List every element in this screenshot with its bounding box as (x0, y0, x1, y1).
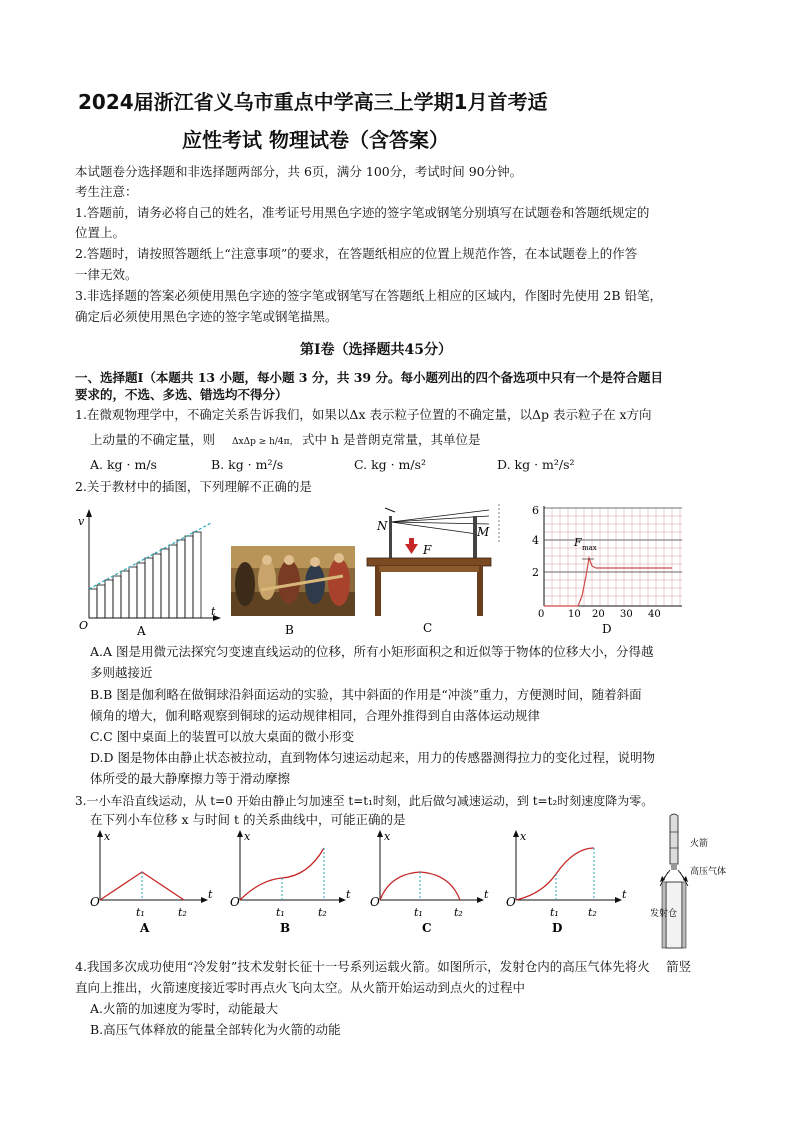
notice-2-cont: 一律无效。 (75, 267, 138, 282)
question-2-stem: 2.关于教材中的插图，下列理解不正确的是 (75, 479, 312, 494)
question-1-stem: 1.在微观物理学中，不确定关系告诉我们，如果以Δx 表示粒子位置的不确定量，以Δp 表示粒子在 x方向 (75, 407, 652, 422)
graph-b-t-axis: t (346, 888, 351, 901)
q2-option-a-cont: 多则越接近 (90, 665, 153, 680)
graph-b-t2: t₂ (318, 906, 327, 919)
graph-a-t-axis: t (208, 888, 213, 901)
graph-a-t2: t₂ (178, 906, 187, 919)
graph-d-t2: t₂ (588, 906, 597, 919)
y-tick-4: 4 (532, 534, 539, 547)
q2-option-b-cont: 倾角的增大，伽利略观察到铜球的运动规律相同，合理外推得到自由落体运动规律 (90, 708, 541, 723)
x-tick-30: 30 (620, 609, 633, 620)
launch-silo-label: 发射仓 (650, 909, 678, 919)
q2-option-c: C.C 图中桌面上的装置可以放大桌面的微小形变 (90, 729, 355, 744)
rocket-label: 火箭 (690, 839, 709, 849)
graph-a (90, 830, 213, 935)
page-title-line-2: 应性考试 物理试卷（含答案） (182, 128, 449, 152)
uncertainty-formula: ΔxΔp ≥ h/4π， (232, 437, 299, 447)
q1-option-b: B. kg · m²/s (211, 457, 284, 472)
x-tick-40: 40 (648, 609, 661, 620)
x-tick-0: 0 (538, 609, 545, 620)
notice-1-cont: 位置上。 (75, 225, 126, 240)
intro-line: 本试题卷分选择题和非选择题两部分，共 6页，满分 100分，考试时间 90分钟。 (75, 164, 523, 179)
page-title-line-1: 2024届浙江省义乌市重点中学高三上学期1月首考适 (78, 90, 548, 114)
x-tick-20: 20 (592, 609, 605, 620)
graph-b-x-axis: x (244, 830, 251, 843)
figure-a-label: A (137, 624, 146, 638)
part-one-heading: 第Ⅰ卷（选择题共45分） (300, 342, 453, 358)
figure-a-vt-graph (75, 505, 225, 640)
graph-d-origin: O (506, 895, 516, 909)
notice-3: 3.非选择题的答案必须使用黑色字迹的签字笔或钢笔写在答题纸上相应的区域内，作图时先使用 2B 铅笔， (75, 288, 663, 303)
question-1-stem-tail: 式中 h 是普朗克常量，其单位是 (302, 432, 481, 447)
graph-c-t-axis: t (484, 888, 489, 901)
y-tick-6: 6 (532, 504, 539, 517)
high-pressure-gas-label: 高压气体 (690, 867, 727, 877)
notice-3-cont: 确定后必须使用黑色字迹的签字笔或钢笔描黑。 (75, 309, 338, 324)
fmax-label: F (574, 536, 582, 549)
section-instructions: 一、选择题Ⅰ（本题共 13 小题，每小题 3 分，共 39 分。每小题列出的四个备选项中只有一个是符合题目 (75, 370, 663, 385)
graph-d (506, 830, 627, 935)
graph-c-label: C (422, 921, 432, 935)
q1-option-d: D. kg · m²/s² (497, 457, 575, 472)
graph-b-label: B (280, 921, 291, 935)
graph-a-t1: t₁ (136, 906, 145, 919)
graph-a-label: A (140, 921, 150, 935)
graph-a-x-axis: x (104, 830, 111, 843)
q2-option-b: B.B 图是伽利略在做铜球沿斜面运动的实验，其中斜面的作用是“冲淡”重力，方便测时间，随着斜面 (90, 687, 642, 702)
mirror-m-label: M (477, 525, 490, 539)
y-tick-2: 2 (532, 566, 539, 579)
question-3-stem-cont: 在下列小车位移 x 与时间 t 的关系曲线中，可能正确的是 (90, 812, 406, 827)
axis-v-label: v (78, 515, 85, 528)
force-f-label: F (423, 543, 432, 557)
graph-b (230, 830, 351, 935)
figure-d-label: D (602, 622, 612, 636)
graph-c-t1: t₁ (414, 906, 423, 919)
figure-b-label: B (285, 623, 294, 637)
graph-d-x-axis: x (520, 830, 527, 843)
section-instructions-cont: 要求的，不选、多选、错选均不得分） (75, 387, 288, 402)
q2-option-d-cont: 体所受的最大静摩擦力等于滑动摩擦 (90, 771, 291, 786)
q4-option-b: B.高压气体释放的能量全部转化为火箭的动能 (90, 1022, 341, 1037)
graph-b-t1: t₁ (276, 906, 285, 919)
q1-option-a: A. kg · m/s (90, 457, 157, 472)
graph-c-x-axis: x (384, 830, 391, 843)
question-3-stem: 3.一小车沿直线运动，从 t=0 开始由静止匀加速至 t=t₁时刻，此后做匀减速运动，到 t=t₂时刻速度降为零。 (75, 794, 654, 808)
axis-t-label: t (211, 605, 216, 618)
question-4-stem-cont: 直向上推出，火箭速度接近零时再点火飞向太空。从火箭开始运动到点火的过程中 (75, 980, 526, 995)
graph-b-origin: O (230, 895, 240, 909)
graph-c (370, 830, 489, 935)
notice-1: 1.答题前，请务必将自己的姓名，准考证号用黑色字迹的签字笔或钢笔分别填写在试题卷和答题纸规定的 (75, 205, 650, 220)
q1-option-c: C. kg · m/s² (354, 457, 427, 472)
notice-heading: 考生注意： (75, 184, 138, 199)
figure-c-label: C (423, 621, 433, 635)
question-1-stem-cont: 上动量的不确定量，则 (90, 432, 216, 447)
x-tick-10: 10 (568, 609, 581, 620)
q4-option-a: A.火箭的加速度为零时，动能最大 (90, 1001, 279, 1016)
origin-label: O (79, 619, 89, 632)
graph-a-origin: O (90, 895, 100, 909)
mirror-n-label: N (377, 519, 388, 533)
graph-d-label: D (552, 921, 563, 935)
q2-option-d: D.D 图是物体由静止状态被拉动，直到物体匀速运动起来，用力的传感器测得拉力的变化过程，说明物 (90, 750, 656, 765)
figure-c-table-apparatus (365, 502, 505, 640)
graph-c-origin: O (370, 895, 380, 909)
graph-d-t-axis: t (622, 888, 627, 901)
fmax-subscript: max (582, 544, 597, 552)
figure-b-galileo-painting (231, 546, 355, 640)
question-4-stem: 4.我国多次成功使用“冷发射”技术发射长征十一号系列运载火箭。如图所示，发射仓内的高压气体先将火 箭竖 (75, 959, 692, 974)
graph-c-t2: t₂ (454, 906, 463, 919)
graph-d-t1: t₁ (550, 906, 559, 919)
q3-xt-graphs (80, 828, 650, 938)
notice-2: 2.答题时，请按照答题纸上“注意事项”的要求，在答题纸相应的位置上规范作答，在本试题卷上的作答 (75, 246, 638, 261)
q2-option-a: A.A 图是用微元法探究匀变速直线运动的位移，所有小矩形面积之和近似等于物体的位移大小，分得越 (90, 644, 654, 659)
rocket-launch-figure (650, 812, 727, 952)
figure-d-force-graph (522, 502, 687, 640)
